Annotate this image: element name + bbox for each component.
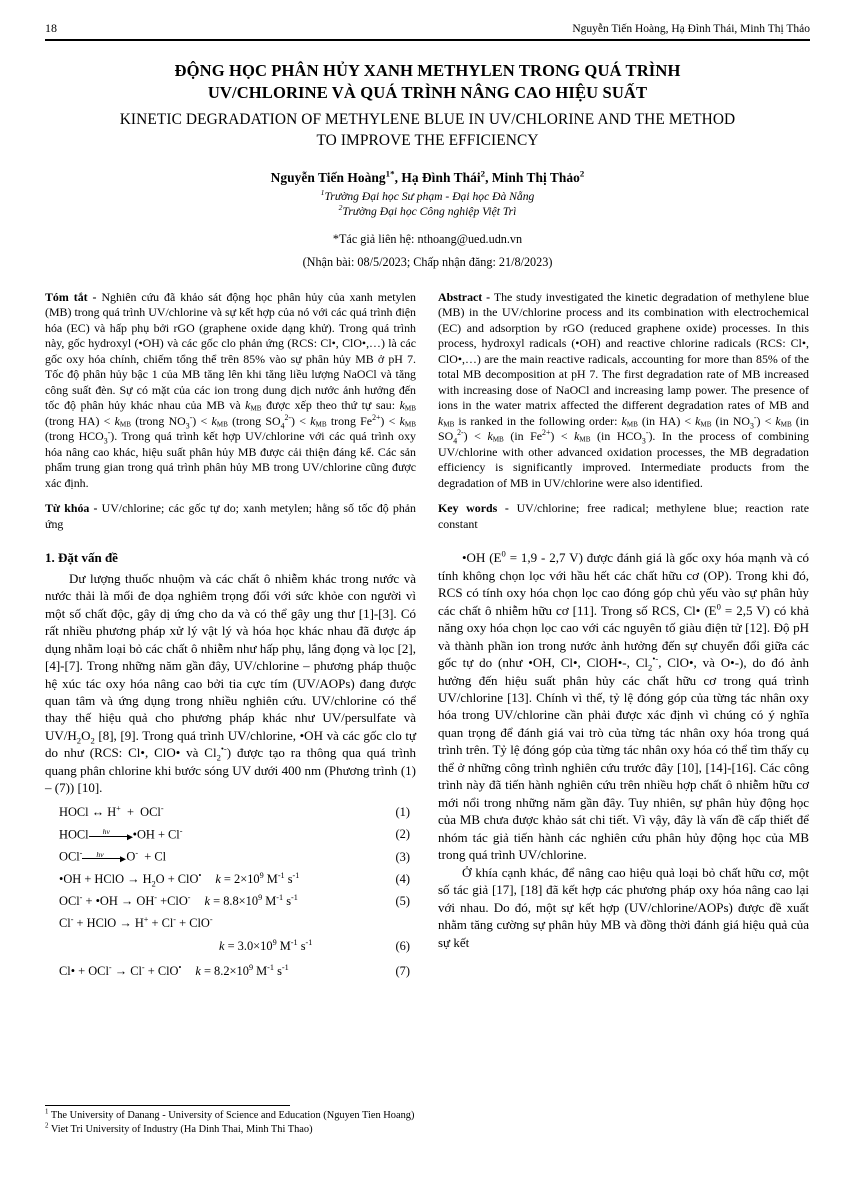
right-column-paragraph-1 bbox=[438, 549, 809, 864]
abstract-en-k6-sub: MB bbox=[579, 435, 591, 444]
author-2: , Hạ Đình Thái bbox=[394, 170, 481, 186]
eq7-exp: 9 bbox=[248, 962, 254, 972]
footnote-1-text: The University of Danang - University of Science and Education (Nguyen Tien Hoang) bbox=[48, 1110, 415, 1121]
eq6-clo-charge: - bbox=[209, 914, 213, 924]
eq7-mid: → Cl bbox=[111, 963, 142, 978]
eq1-ocl: OCl bbox=[140, 804, 161, 819]
title-vietnamese-line2: UV/CHLORINE VÀ QUÁ TRÌNH NÂNG CAO HIỆU SUẤT bbox=[207, 82, 648, 102]
abstract-vi-text-f: (trong SO bbox=[227, 413, 281, 428]
abstract-en-text-b: is ranked in the following order: bbox=[454, 413, 622, 428]
eq6-cl-charge: - bbox=[70, 914, 74, 924]
eq7-unit-s: s bbox=[273, 963, 282, 978]
footnote-rule bbox=[45, 1105, 290, 1106]
eq2-cl-charge: - bbox=[179, 826, 183, 836]
author-3: , Minh Thị Thảo bbox=[485, 170, 580, 186]
sec1-text-a: Dư lượng thuốc nhuộm và các chất ô nhiễm khác trong nước và nước thải là mối đe dọa nghiêm trọng đối với sức khỏe con người vì một số chất độc, gây dị ứng cho da và có thể gây ung thư [1]-[3]. Có rất nhiều phương pháp xử lý vật lý và hóa học khác nhau đã được áp dụng nhằm loại bỏ các chất ô nhiễm như hấp phụ, lắng đọng và lọc [2], [4]-[7]. Trong những năm gần đây, UV/chlorine – phương pháp thuộc hệ xúc tác oxy hóa nâng cao bởi tia cực tím (UV/AOPs) đang được quan tâm và ứng dụng trong nhiều nghiên cứu. UV/chlorine có thể thay thế hiệu quả cho phương pháp khác như UV/persulfate và UV/H bbox=[45, 570, 416, 743]
eq3-o: O bbox=[126, 849, 136, 864]
abstract-vi-k3: k bbox=[114, 413, 120, 428]
abstract-en-no3-sub: 3 bbox=[750, 421, 754, 431]
eq5-k-symbol: k bbox=[204, 893, 211, 908]
abstract-vi-so4-sub: 4 bbox=[280, 421, 285, 431]
abstract-en-text-i: ) < bbox=[550, 429, 575, 444]
abstract-en-k1-sub: MB bbox=[443, 419, 455, 428]
abstract-english-body bbox=[438, 290, 809, 491]
eq5-unit-s: s bbox=[283, 893, 292, 908]
eq3-ocl: OCl bbox=[59, 849, 80, 864]
abstract-vi-so4-sup: 2- bbox=[284, 412, 292, 422]
right-column-paragraph-2: Ở khía cạnh khác, để nâng cao hiệu quả loại bỏ chất hữu cơ, một số tác giả [17], [18] đã kết hợp các phương pháp oxy hóa nâng cao lại với nhau. Do đó, một sự kết hợp (UV/chlorine/AOPs) được đề xuất nhằm tăng cường sự phân hủy MB và đồng thời đánh giá hiệu quả của sự kết bbox=[438, 864, 809, 950]
eq6-clo: + ClO bbox=[176, 915, 210, 930]
abstract-en-text-j: (in HCO bbox=[590, 429, 642, 444]
eq4-exp: 9 bbox=[259, 870, 264, 880]
eq7-radical-dot: • bbox=[178, 962, 182, 972]
title-vietnamese bbox=[45, 60, 810, 104]
abstract-vi-text-i: ) < bbox=[380, 413, 400, 428]
abstract-en-so4-sub: 4 bbox=[453, 436, 458, 446]
eq1-hocl: HOCl bbox=[59, 804, 89, 819]
affiliation-2-text: Trường Đại học Công nghiệp Việt Trì bbox=[342, 205, 517, 219]
eq5-exp: 9 bbox=[258, 892, 263, 902]
eq7-k-symbol: k bbox=[195, 963, 201, 978]
eq6-cl2: + Cl bbox=[148, 915, 174, 930]
eq5-end: +ClO bbox=[157, 893, 188, 908]
abstract-vi-k6: k bbox=[399, 413, 405, 428]
author-3-superscript: 2 bbox=[579, 168, 585, 179]
abstract-en-k3: k bbox=[695, 413, 701, 428]
equation-5 bbox=[45, 892, 416, 908]
rc-text-c: = 2,5 V) có khả năng oxy hóa chọn lọc cao với các nguyên tố giàu điện tử [12]. Độ pH và thành phần ion trong nước ảnh hưởng đến sự chuyển đổi giữa các gốc tự do (như •OH, Cl•, ClOH•-, Cl bbox=[438, 602, 809, 671]
equation-4-number: (4) bbox=[395, 871, 410, 886]
rc-e0-sup-1: 0 bbox=[501, 548, 506, 559]
sec1-text-c: [8], [9]. Trong quá trình UV/chlorine, •OH và các gốc clo tự do như (RCS: Cl•, ClO• và Cl bbox=[45, 727, 416, 761]
eq6-k-value: = 3.0×10 bbox=[224, 939, 273, 954]
body-column-left bbox=[45, 549, 416, 986]
section-heading-1: 1. Đặt vấn đề bbox=[45, 550, 118, 566]
equation-5-rate-constant bbox=[191, 892, 298, 908]
abstract-vi-k4-sub: MB bbox=[216, 420, 228, 429]
footnote-1-marker: 1 bbox=[45, 1108, 49, 1116]
affiliation-1-text: Trường Đại học Sư phạm - Đại học Đà Nẵng bbox=[324, 190, 535, 204]
abstract-en-k2-sub: MB bbox=[626, 419, 638, 428]
equation-3-number: (3) bbox=[395, 849, 410, 864]
keywords-english-text: UV/chlorine; free radical; methylene blue; reaction rate constant bbox=[438, 501, 809, 531]
equation-2 bbox=[45, 828, 416, 841]
abstract-en-text-k: ). In the process of combining UV/chlorine with other advanced oxidation processes, the MB degradation efficiency is significantly improved. Intermediate products from the degradation of MB in UV/chlorine were also identified. bbox=[438, 429, 809, 490]
body-row bbox=[45, 549, 810, 986]
title-english-line1: KINETIC DEGRADATION OF METHYLENE BLUE IN UV/CHLORINE AND THE METHOD bbox=[119, 111, 736, 129]
eq5-clo-charge: - bbox=[187, 892, 191, 902]
abstract-vi-k5-sub: MB bbox=[315, 420, 327, 429]
abstract-en-fe-sup: 2+ bbox=[542, 428, 551, 438]
header-rule bbox=[45, 39, 810, 41]
abstract-en-k4: k bbox=[775, 413, 781, 428]
running-head-authors: Nguyễn Tiến Hoàng, Hạ Đình Thái, Minh Thị Thảo bbox=[572, 23, 810, 35]
abstract-vi-no3-sub: 3 bbox=[185, 421, 190, 431]
abstract-en-text-g: ) < bbox=[463, 429, 488, 444]
abstract-en-text-a: The study investigated the kinetic degradation of methylene blue (MB) in the UV/chlorine process and its combination with electrochemical (EC) and adsorption by rGO (reduced graphene oxide) processes. In this process, hydroxyl radicals (•OH) and reactive chlorine radicals (RCS: Cl•, ClO•,…) are the main reactive radicals, accounting for more than 85% of the total MB decomposition at pH 7. The first degradation rate of MB increased with increasing dose of NaOCl and increasing lamp power. The presence of ions in the water matrix affected the different degradation rates of MB and bbox=[438, 289, 809, 413]
abstract-vi-text-k: ). Trong quá trình kết hợp UV/chlorine với các quá trình oxy hóa nâng cao khác, hiệu suất phân hủy MB được cải thiện đáng kể. Các sản phẩm trung gian trong quá trình phân hủy MB trong UV/chlorine cũng được xác định. bbox=[45, 429, 417, 490]
abstract-vi-fe-sup: 2+ bbox=[372, 412, 381, 422]
eq4-k-symbol: k bbox=[215, 871, 221, 886]
body-column-right bbox=[438, 549, 809, 986]
abstract-vietnamese-body bbox=[45, 290, 416, 491]
eq1-h-charge: + bbox=[116, 803, 121, 813]
author-2-superscript: 2 bbox=[480, 168, 486, 179]
eq2-hv-label: hv bbox=[102, 827, 110, 837]
eq2-products: •OH + Cl bbox=[132, 827, 180, 842]
rc-text-a: •OH (E bbox=[462, 550, 502, 566]
abstract-en-k6: k bbox=[574, 429, 580, 444]
abstract-en-hco3-sub: 3 bbox=[641, 436, 646, 446]
page-number: 18 bbox=[45, 21, 57, 35]
eq4-h2o-sub: 2 bbox=[151, 879, 156, 889]
eq4-unit-m: M bbox=[263, 871, 278, 886]
eq6-unit-s: s bbox=[297, 939, 306, 954]
abstract-en-so4-sup: 2- bbox=[457, 428, 464, 438]
photolysis-arrow-icon bbox=[79, 848, 126, 861]
sec1-text-d: ) được tạo ra thông qua quá trình quang phân chlorine khi bước sóng UV dưới 400 nm (Phương trình (1) – (7)) [10]. bbox=[45, 745, 416, 796]
abstract-vi-text-h: trong Fe bbox=[326, 413, 373, 428]
eq5-mid: + •OH → OH bbox=[82, 893, 155, 908]
eq1-h: H bbox=[107, 804, 117, 819]
rc-cl2-sup: •- bbox=[652, 653, 659, 664]
keywords-vietnamese-text: UV/chlorine; các gốc tự do; xanh metylen; hằng số tốc độ phản ứng bbox=[45, 501, 416, 531]
rc-e0-sup-2: 0 bbox=[716, 601, 721, 612]
eq6-unit-m: M bbox=[276, 939, 291, 954]
affiliation-1 bbox=[45, 189, 810, 204]
affiliation-2 bbox=[45, 204, 810, 219]
eq3-ocl-charge: - bbox=[79, 848, 83, 858]
abstract-en-text-c: (in HA) < bbox=[637, 413, 696, 428]
abstract-vi-k3-sub: MB bbox=[119, 420, 132, 429]
abstract-vietnamese bbox=[45, 290, 416, 532]
keywords-vietnamese bbox=[45, 501, 416, 532]
abstract-en-text-h: (in Fe bbox=[503, 429, 543, 444]
eq3-o-charge: - bbox=[135, 848, 139, 858]
equation-list bbox=[45, 803, 416, 978]
h2o2-sub-1: 2 bbox=[76, 735, 82, 746]
equation-1-number: (1) bbox=[395, 804, 410, 819]
equation-7 bbox=[45, 962, 416, 978]
equation-4-rate-constant bbox=[201, 870, 300, 886]
title-english-line2: TO IMPROVE THE EFFICIENCY bbox=[316, 131, 539, 149]
equation-7-expression bbox=[45, 962, 182, 978]
rc-text-d: , ClO•, và O•-), do đó ảnh hưởng đến hiệu suất phân hủy các chất hữu cơ trong quá trình UV/chlorine [13]. Chính vì thế, tỷ lệ đóng góp của từng tác nhân oxy hóa trong UV/chlorine cần phải được xác định vì chúng có ý nghĩa quan trọng để đánh giá vai trò của từng tác nhân oxy hóa trong quá trình trên. Tỷ lệ đóng góp của từng tác nhân oxy hóa có thể tìm thấy cụ thể ở những công trình nghiên cứu trước đây [10], [14]-[16]. Các công trình này đã tiến hành nghiên cứu trên nhiều hợp chất ô nhiễm hữu cơ mới nổi trong những năm gần đây. Tuy nhiên, sự phân hủy động học của MB chưa được khảo sát chi tiết. Vì vậy, đây là vấn đề cấp thiết để nhóm tác giả tiến hành các nghiên cứu phân hủy động học của MB trong quá trình UV/chlorine. bbox=[438, 655, 809, 863]
abstract-en-k2: k bbox=[621, 413, 627, 428]
abstract-vi-k1: k bbox=[245, 398, 251, 413]
eq4-unit-m-exp: -1 bbox=[277, 870, 285, 880]
keywords-english bbox=[438, 501, 809, 532]
abstract-row bbox=[45, 290, 810, 532]
footnote-1 bbox=[45, 1109, 810, 1123]
abstract-en-k1: k bbox=[438, 413, 444, 428]
h2o2-sub-2: 2 bbox=[90, 735, 95, 746]
abstract-vi-text-e: ) < bbox=[192, 413, 212, 428]
author-1: Nguyễn Tiến Hoàng bbox=[270, 170, 386, 186]
footnote-2 bbox=[45, 1123, 810, 1137]
abstract-en-k4-sub: MB bbox=[780, 419, 792, 428]
eq5-unit-m-exp: -1 bbox=[276, 892, 284, 902]
title-english bbox=[45, 110, 810, 151]
eq4-unit-s-exp: -1 bbox=[292, 870, 300, 880]
abstract-vi-k1-sub: MB bbox=[250, 404, 262, 413]
abstract-vi-k4: k bbox=[211, 413, 217, 428]
eq4-left: •OH + HClO → H bbox=[59, 871, 152, 886]
abstract-english bbox=[438, 290, 809, 532]
title-vietnamese-line1: ĐỘNG HỌC PHÂN HỦY XANH METHYLEN TRONG QUÁ TRÌNH bbox=[174, 60, 681, 80]
equation-6-rate-constant bbox=[219, 938, 312, 955]
eq7-cl-charge: - bbox=[141, 962, 145, 972]
submission-dates: (Nhận bài: 08/5/2023; Chấp nhận đăng: 21/8/2023) bbox=[302, 254, 553, 269]
abstract-en-k5-sub: MB bbox=[492, 435, 504, 444]
abstract-vi-text-b: được xếp theo thứ tự sau: bbox=[261, 398, 400, 413]
equation-1 bbox=[45, 803, 416, 819]
abstract-vi-k2-sub: MB bbox=[404, 404, 416, 413]
abstract-en-text-d: (in NO bbox=[711, 413, 750, 428]
equation-7-number: (7) bbox=[395, 963, 410, 978]
eq4-unit-s: s bbox=[284, 871, 293, 886]
eq5-unit-s-exp: -1 bbox=[291, 892, 298, 902]
keywords-english-label: Key words - bbox=[438, 501, 517, 516]
affiliations bbox=[45, 189, 810, 220]
abstract-vi-text-c: (trong HA) < bbox=[45, 413, 115, 428]
eq6-mid: + HClO → H bbox=[73, 915, 144, 930]
footnote-block bbox=[45, 1105, 810, 1137]
equation-2-expression bbox=[45, 828, 182, 841]
eq7-k-value: = 8.2×10 bbox=[200, 963, 249, 978]
eq3-cl: + Cl bbox=[144, 849, 167, 864]
author-1-superscript: 1* bbox=[385, 168, 395, 179]
equation-4 bbox=[45, 870, 416, 889]
eq7-ocl-charge: - bbox=[108, 962, 112, 972]
eq6-unit-s-exp: -1 bbox=[305, 938, 313, 948]
equation-7-rate-constant bbox=[181, 962, 289, 978]
eq6-k-symbol: k bbox=[219, 939, 225, 954]
cl2-sup: •- bbox=[220, 744, 227, 755]
equation-4-expression bbox=[45, 870, 202, 889]
abstract-vi-text-j: (trong HCO bbox=[45, 429, 104, 444]
equation-2-number: (2) bbox=[395, 827, 410, 842]
footnote-2-text: Viet Tri University of Industry (Ha Dinh Thai, Minh Thi Thao) bbox=[48, 1123, 313, 1135]
eq4-k-value: = 2×10 bbox=[220, 871, 260, 886]
eq7-end: + ClO bbox=[144, 963, 179, 978]
abstract-en-hco3-sup: - bbox=[645, 428, 649, 438]
eq6-exp: 9 bbox=[272, 938, 277, 948]
abstract-vi-k2: k bbox=[399, 398, 405, 413]
eq4-radical-dot: • bbox=[198, 870, 202, 880]
abstract-vi-text-a: Nghiên cứu đã khảo sát động học phân hủy của xanh metylen (MB) trong quá trình UV/chlorine và sự kết hợp của nó với các quá trình điện hóa (EC) và hấp phụ bởi rGO (graphene oxide dạng khử). Trong quá trình này, gốc hydroxyl (•OH) và các gốc clo phản ứng (RCS: Cl•, ClO•,…) là các gốc oxy hóa chính, chiếm tổng thể trên 85% vào sự phân hủy MB ở pH 7. Tốc độ phân hủy bậc 1 của MB tăng lên khi tăng liều lượng NaOCl và tăng công suất đèn. Sự có mặt của các ion trong dung dịch nước ảnh hưởng đến tốc độ phân hủy khác nhau của MB và bbox=[45, 289, 416, 413]
eq6-unit-m-exp: -1 bbox=[290, 938, 298, 948]
eq6-cl2-charge: - bbox=[173, 914, 177, 924]
eq5-ocl: OCl bbox=[59, 893, 80, 908]
equation-6-continuation bbox=[45, 938, 416, 955]
footnote-2-marker: 2 bbox=[45, 1122, 49, 1130]
running-head bbox=[45, 22, 810, 38]
abstract-vi-hco3-sub: 3 bbox=[103, 436, 108, 446]
eq6-cl: Cl bbox=[59, 915, 71, 930]
corresponding-author: *Tác giả liên hệ: nthoang@ued.udn.vn bbox=[332, 231, 523, 246]
abstract-english-label: Abstract - bbox=[438, 289, 494, 304]
equation-6 bbox=[45, 914, 416, 930]
eq7-left: Cl• + OCl bbox=[59, 963, 109, 978]
title-block bbox=[45, 60, 810, 270]
eq3-hv-label: hv bbox=[96, 849, 104, 859]
abstract-en-k3-sub: MB bbox=[700, 419, 712, 428]
photolysis-arrow-icon bbox=[89, 828, 133, 839]
eq7-unit-s-exp: -1 bbox=[281, 962, 289, 972]
abstract-vi-k6-sub: MB bbox=[404, 420, 416, 429]
rc-text-b: = 1,9 - 2,7 V) được đánh giá là gốc oxy hóa mạnh và có tính không chọn lọc với hầu hết các chất hữu cơ (OP). Trong khi đó, RCS có tính oxy hóa chọn lọc cao đóng góp chủ yếu vào sự phân hủy các chất ô nhiễm hữu cơ [11]. Trong số RCS, Cl• (E bbox=[438, 550, 809, 618]
sec1-text-b: O bbox=[81, 727, 91, 743]
equation-6-number: (6) bbox=[395, 939, 410, 954]
abstract-en-text-f: (in SO bbox=[438, 413, 809, 444]
abstract-vi-text-d: (trong NO bbox=[131, 413, 186, 428]
author-list bbox=[45, 170, 810, 186]
abstract-vi-k5: k bbox=[310, 413, 316, 428]
abstract-en-no3-sup: - bbox=[753, 412, 757, 422]
affiliation-2-marker: 2 bbox=[338, 203, 343, 213]
affiliation-1-marker: 1 bbox=[320, 188, 325, 198]
equation-3-expression bbox=[45, 850, 166, 863]
abstract-vi-text-g: ) < bbox=[291, 413, 311, 428]
abstract-vi-hco3-sup: - bbox=[107, 428, 111, 438]
equation-6-expression bbox=[45, 914, 213, 930]
abstract-en-text-e: ) < bbox=[756, 413, 776, 428]
eq7-unit-m: M bbox=[253, 963, 268, 978]
cl2-sub: 2 bbox=[216, 753, 221, 764]
abstract-en-k5: k bbox=[487, 429, 493, 444]
eq5-k-value: = 8.8×10 bbox=[210, 893, 259, 908]
eq1-ocl-charge: - bbox=[160, 803, 164, 813]
section-1-paragraph-1 bbox=[45, 570, 416, 797]
page-content bbox=[45, 22, 810, 987]
abstract-vietnamese-label: Tóm tắt - bbox=[45, 289, 102, 304]
eq4-right: O + ClO bbox=[155, 871, 199, 886]
equation-3 bbox=[45, 850, 416, 863]
equation-5-number: (5) bbox=[395, 893, 410, 908]
eq7-unit-m-exp: -1 bbox=[267, 962, 274, 972]
eq5-ocl-charge: - bbox=[79, 892, 83, 902]
equation-1-expression: HOCl ↔ H+ + OCl- bbox=[59, 803, 164, 819]
eq2-hocl: HOCl bbox=[59, 827, 89, 842]
eq5-unit-m: M bbox=[262, 893, 277, 908]
rc-cl2-sub: 2 bbox=[648, 662, 653, 673]
eq5-oh-charge: - bbox=[154, 892, 158, 902]
eq6-h-charge: + bbox=[143, 914, 149, 924]
equation-5-expression bbox=[45, 892, 191, 908]
keywords-vietnamese-label: Từ khóa - bbox=[45, 501, 102, 516]
abstract-vi-no3-sup: - bbox=[189, 412, 193, 422]
